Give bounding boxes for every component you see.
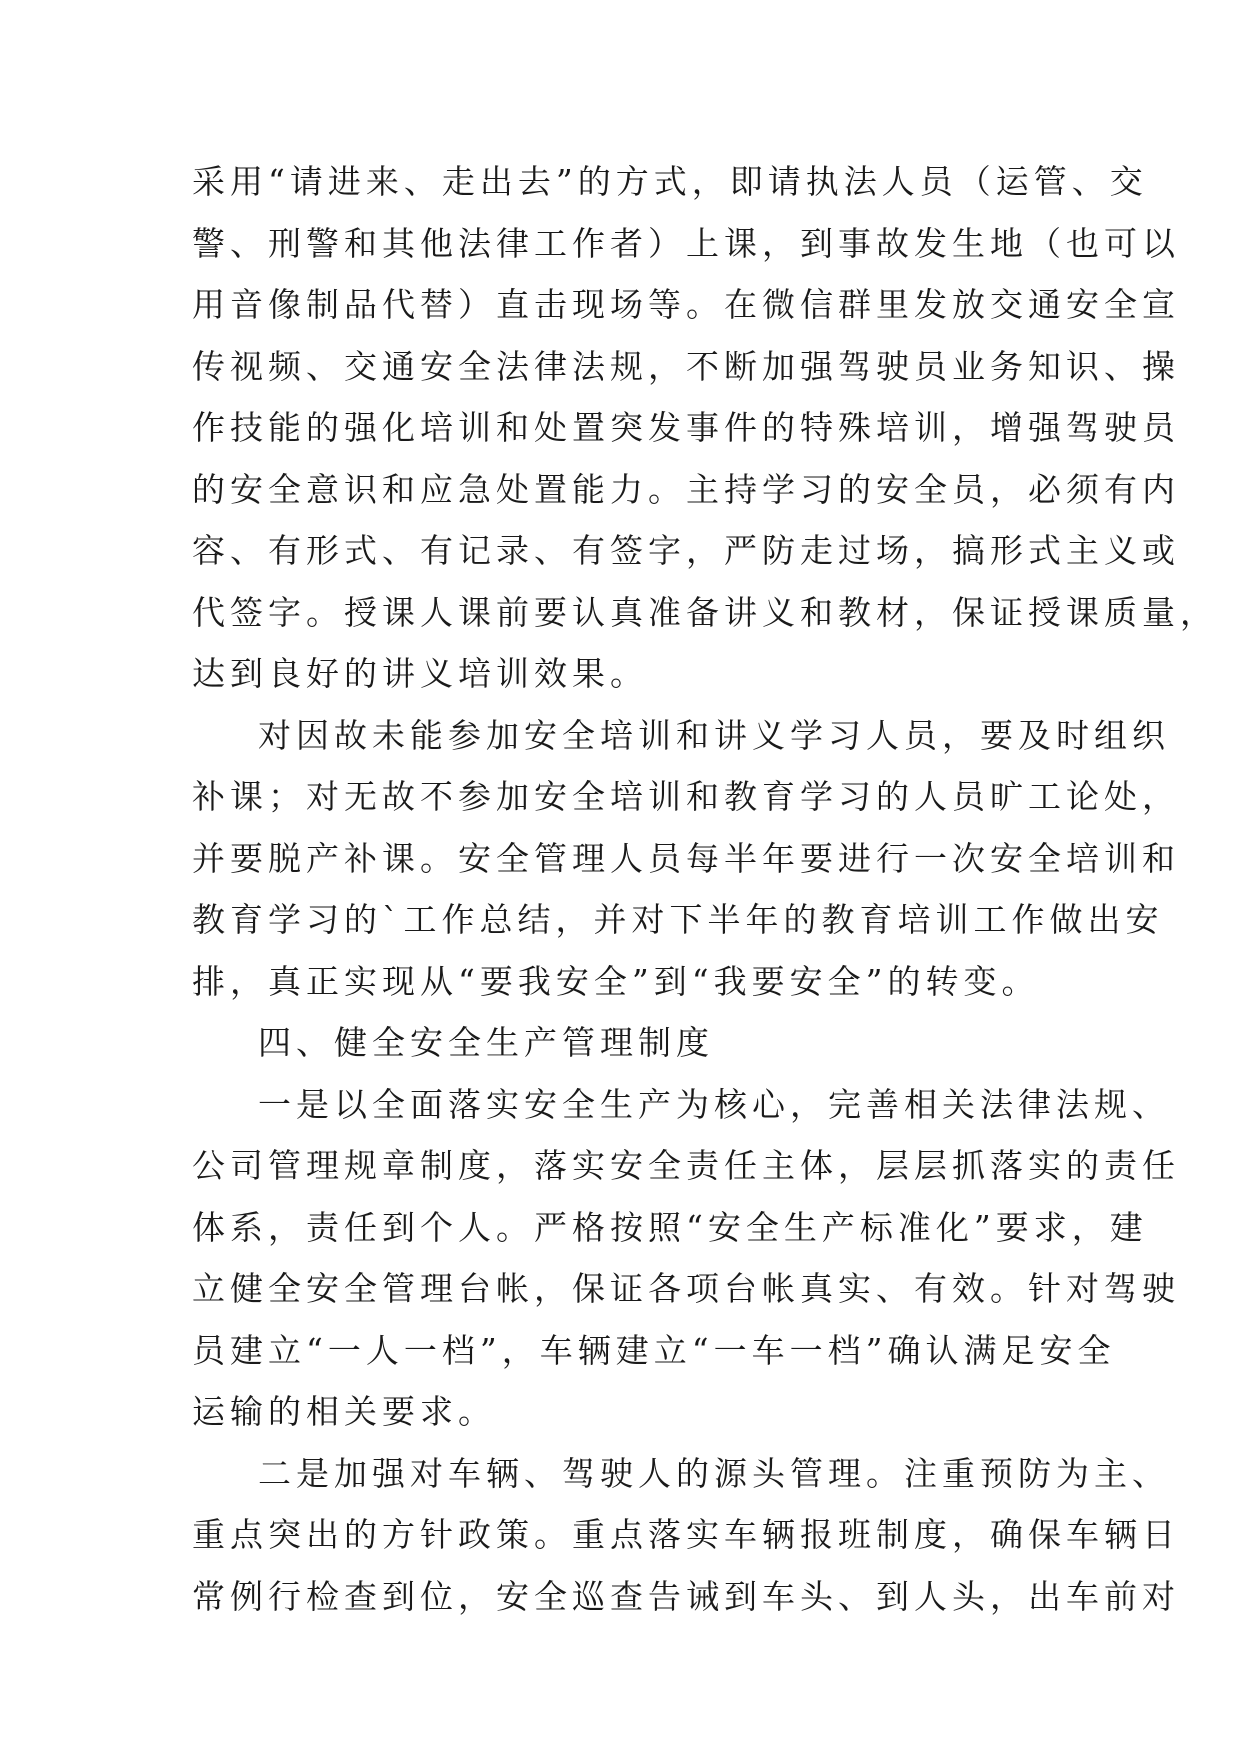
- paragraph-first-line: 二是加强对车辆、驾驶人的源头管理。注重预防为主、: [258, 1453, 1170, 1493]
- text-line: 员建立“一人一档”，车辆建立“一车一档”确认满足安全: [192, 1330, 1116, 1370]
- text-line: 容、有形式、有记录、有签字，严防走过场，搞形式主义或: [192, 531, 1180, 570]
- text-line: 补课；对无故不参加安全培训和教育学习的人员旷工论处，: [192, 777, 1180, 816]
- document-body: [192, 151, 1218, 1627]
- text-line: 公司管理规章制度，落实安全责任主体，层层抓落实的责任: [192, 1146, 1180, 1185]
- text-line: 达到良好的讲义培训效果。: [192, 654, 648, 693]
- text-line: 教育学习的`工作总结，并对下半年的教育培训工作做出安: [192, 900, 1164, 939]
- text-line: 常例行检查到位，安全巡查告诫到车头、到人头，出车前对: [192, 1576, 1180, 1616]
- text-line: 传视频、交通安全法律法规，不断加强驾驶员业务知识、操: [192, 346, 1180, 386]
- text-line: 运输的相关要求。: [192, 1392, 496, 1431]
- text-line: 重点突出的方针政策。重点落实车辆报班制度，确保车辆日: [192, 1515, 1180, 1554]
- text-line: 作技能的强化培训和处置突发事件的特殊培训，增强驾驶员: [192, 408, 1180, 447]
- paragraph-first-line: 一是以全面落实安全生产为核心，完善相关法律法规、: [258, 1084, 1170, 1124]
- text-line: 立健全安全管理台帐，保证各项台帐真实、有效。针对驾驶: [192, 1269, 1180, 1308]
- text-line: 警、刑警和其他法律工作者）上课，到事故发生地（也可以: [192, 223, 1180, 263]
- text-line: 排，真正实现从“要我安全”到“我要安全”的转变。: [192, 961, 1040, 1001]
- section-heading: 四、健全安全生产管理制度: [258, 1023, 714, 1062]
- text-line: 的安全意识和应急处置能力。主持学习的安全员，必须有内: [192, 469, 1180, 509]
- text-line: 并要脱产补课。安全管理人员每半年要进行一次安全培训和: [192, 838, 1180, 878]
- text-line: 采用“请进来、走出去”的方式，即请执法人员（运管、交: [192, 162, 1148, 201]
- text-line: 代签字。授课人课前要认真准备讲义和教材，保证授课质量，: [192, 592, 1218, 632]
- text-line: 体系，责任到个人。严格按照“安全生产标准化”要求，建: [192, 1207, 1148, 1247]
- text-line: 用音像制品代替）直击现场等。在微信群里发放交通安全宣: [192, 285, 1180, 324]
- paragraph-first-line: 对因故未能参加安全培训和讲义学习人员，要及时组织: [258, 715, 1170, 755]
